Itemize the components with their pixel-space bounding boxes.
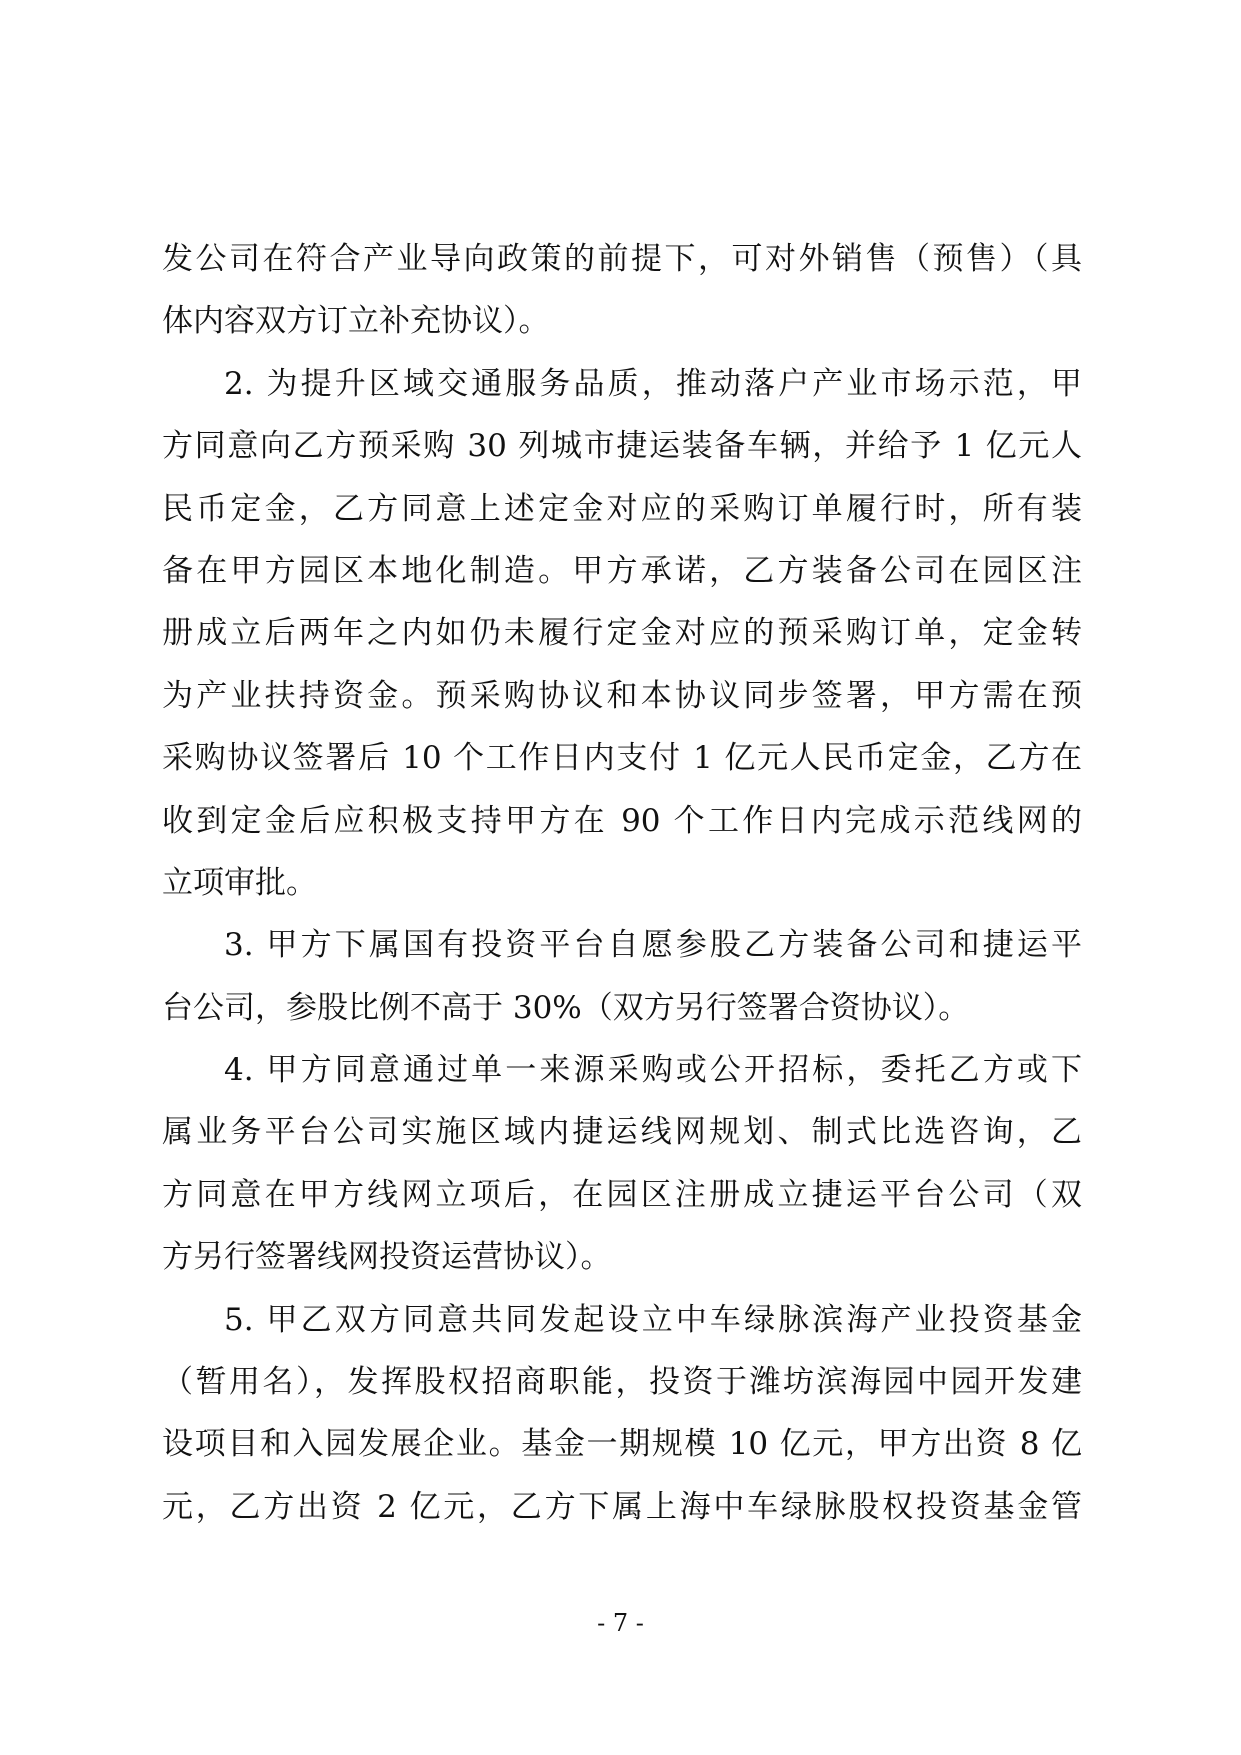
body-text (162, 228, 1082, 1538)
text-line: 元，乙方出资 2 亿元，乙方下属上海中车绿脉股权投资基金管 (162, 1488, 1082, 1525)
text-line: 民币定金，乙方同意上述定金对应的采购订单履行时，所有装 (162, 490, 1082, 527)
text-line: 立项审批。 (162, 864, 317, 901)
text-line: 方同意向乙方预采购 30 列城市捷运装备车辆，并给予 1 亿元人 (162, 428, 1082, 465)
text-line: 属业务平台公司实施区域内捷运线网规划、制式比选咨询，乙 (162, 1114, 1082, 1151)
text-line: 3. 甲方下属国有投资平台自愿参股乙方装备公司和捷运平 (224, 927, 1082, 964)
text-line: 方同意在甲方线网立项后，在园区注册成立捷运平台公司（双 (162, 1176, 1082, 1213)
text-line: 设项目和入园发展企业。基金一期规模 10 亿元，甲方出资 8 亿 (162, 1426, 1082, 1463)
text-line: （暂用名），发挥股权招商职能，投资于潍坊滨海园中园开发建 (162, 1364, 1082, 1401)
text-line: 2. 为提升区域交通服务品质，推动落户产业市场示范，甲 (224, 365, 1082, 402)
text-line: 为产业扶持资金。预采购协议和本协议同步签署，甲方需在预 (162, 677, 1082, 714)
text-line: 册成立后两年之内如仍未履行定金对应的预采购订单，定金转 (162, 615, 1082, 652)
text-line: 5. 甲乙双方同意共同发起设立中车绿脉滨海产业投资基金 (224, 1301, 1082, 1338)
text-line: 台公司，参股比例不高于 30%（双方另行签署合资协议）。 (162, 989, 970, 1026)
text-line: 备在甲方园区本地化制造。甲方承诺，乙方装备公司在园区注 (162, 552, 1082, 589)
text-line: 发公司在符合产业导向政策的前提下，可对外销售（预售）（具 (162, 241, 1082, 277)
page-number: - 7 - (597, 1609, 644, 1637)
text-line: 体内容双方订立补充协议）。 (162, 303, 550, 340)
text-line: 方另行签署线网投资运营协议）。 (162, 1239, 612, 1276)
text-line: 4. 甲方同意通过单一来源采购或公开招标，委托乙方或下 (224, 1052, 1082, 1089)
text-line: 采购协议签署后 10 个工作日内支付 1 亿元人民币定金，乙方在 (162, 740, 1082, 777)
text-line: 收到定金后应积极支持甲方在 90 个工作日内完成示范线网的 (162, 802, 1082, 839)
